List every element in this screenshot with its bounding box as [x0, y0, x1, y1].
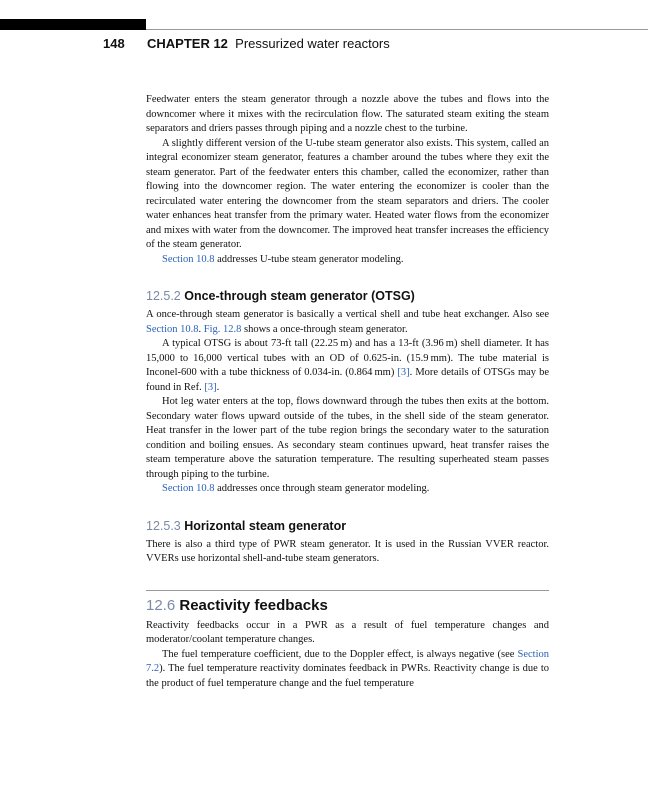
- section-heading-reactivity: [146, 597, 549, 615]
- section-link[interactable]: Section 10.8: [162, 253, 215, 265]
- section-rule: [146, 590, 549, 591]
- running-header: [103, 36, 390, 51]
- paragraph-feedwater: Feedwater enters the steam generator through a nozzle above the tubes and flows into the downcomer where it mixes with the recirculation flow. The saturated steam exiting the steam separators and driers passes through piping and a nozzle chest to the turbine.: [146, 94, 549, 134]
- reference-link[interactable]: [3]: [204, 381, 217, 393]
- paragraph-utube-ref: Section 10.8 addresses U-tube steam generator modeling.: [162, 253, 404, 265]
- section-heading-horizontal: [146, 518, 549, 534]
- section-number: 12.5.3: [146, 518, 181, 533]
- body-text: [146, 93, 549, 691]
- section-title: Once-through steam generator (OTSG): [184, 289, 415, 303]
- paragraph-reactivity-intro: Reactivity feedbacks occur in a PWR as a result of fuel temperature changes and moderator/coolant temperature changes.: [146, 619, 549, 645]
- figure-link[interactable]: Fig. 12.8: [203, 323, 242, 335]
- section-link[interactable]: Section 10.8: [162, 483, 215, 494]
- paragraph-fuel-coefficient: The fuel temperature coefficient, due to the Doppler effect, is always negative (see Section 7.2). The fuel temperature reactivity dominates feedback in PWRs. Reactivity change is due to the product of fuel temperature change and the fuel temperature: [146, 648, 549, 689]
- section-title: Horizontal steam generator: [184, 518, 347, 533]
- paragraph-otsg-intro: A once-through steam generator is basically a vertical shell and tube heat exchanger. Also see Section 10.8. Fig. 12.8 shows a once-through steam generator.: [146, 309, 549, 335]
- chapter-title: Pressurized water reactors: [235, 36, 390, 51]
- page-number: 148: [103, 36, 125, 51]
- section-number: 12.6: [146, 596, 176, 614]
- section-number: 12.5.2: [146, 289, 181, 303]
- chapter-label: CHAPTER 12: [147, 36, 228, 51]
- section-heading-otsg: [146, 288, 549, 304]
- section-title: Reactivity feedbacks: [179, 596, 328, 614]
- header-rule: [146, 29, 648, 30]
- section-link[interactable]: Section 7.2: [146, 648, 549, 674]
- paragraph-economizer: A slightly different version of the U-tube steam generator also exists. This system, called an integral economizer steam generator, features a chamber around the tubes where they exit the steam generator. Part of the feedwater enters this chamber, called the economizer, rather than flowing into the downcomer region. The water entering the economizer is cooler than the recirculated water entering the downcomer from the steam separators and driers. The cooler water enhances heat transfer from the primary water. Heated water flows from the economizer and mixes with water from the downcomer. The improved heat transfer increases the efficiency of the steam generator.: [146, 137, 549, 250]
- reference-link[interactable]: [3]: [397, 367, 410, 378]
- paragraph-otsg-dimensions: A typical OTSG is about 73-ft tall (22.25 m) and has a 13-ft (3.96 m) shell diameter. It has 15,000 to 16,000 vertical tubes with an OD of 0.625-in. (15.9 mm). The tube material is Inconel-600 with a tube thickness of 0.034-in. (0.864 mm) [3]. More details of OTSGs may be found in Ref. [3].: [146, 338, 549, 393]
- paragraph-horizontal: There is also a third type of PWR steam generator. It is used in the Russian VVER reactor. VVERs use horizontal shell-and-tube steam generators.: [146, 538, 549, 564]
- paragraph-otsg-flow: Hot leg water enters at the top, flows downward through the tubes then exits at the bottom. Secondary water flows upward outside of the tubes, in the shell side of the steam generator. Heat transfer in the lower part of the tube region brings the secondary water to the saturation condition and boiling ensues. As secondary steam continues upward, heat transfer raises the steam temperature above the saturation temperature. The resulting superheated steam passes through piping to the turbine.: [146, 396, 549, 480]
- section-link[interactable]: Section 10.8: [146, 323, 199, 335]
- paragraph-otsg-ref: Section 10.8 addresses once through steam generator modeling.: [162, 483, 430, 494]
- header-bar: [0, 19, 146, 30]
